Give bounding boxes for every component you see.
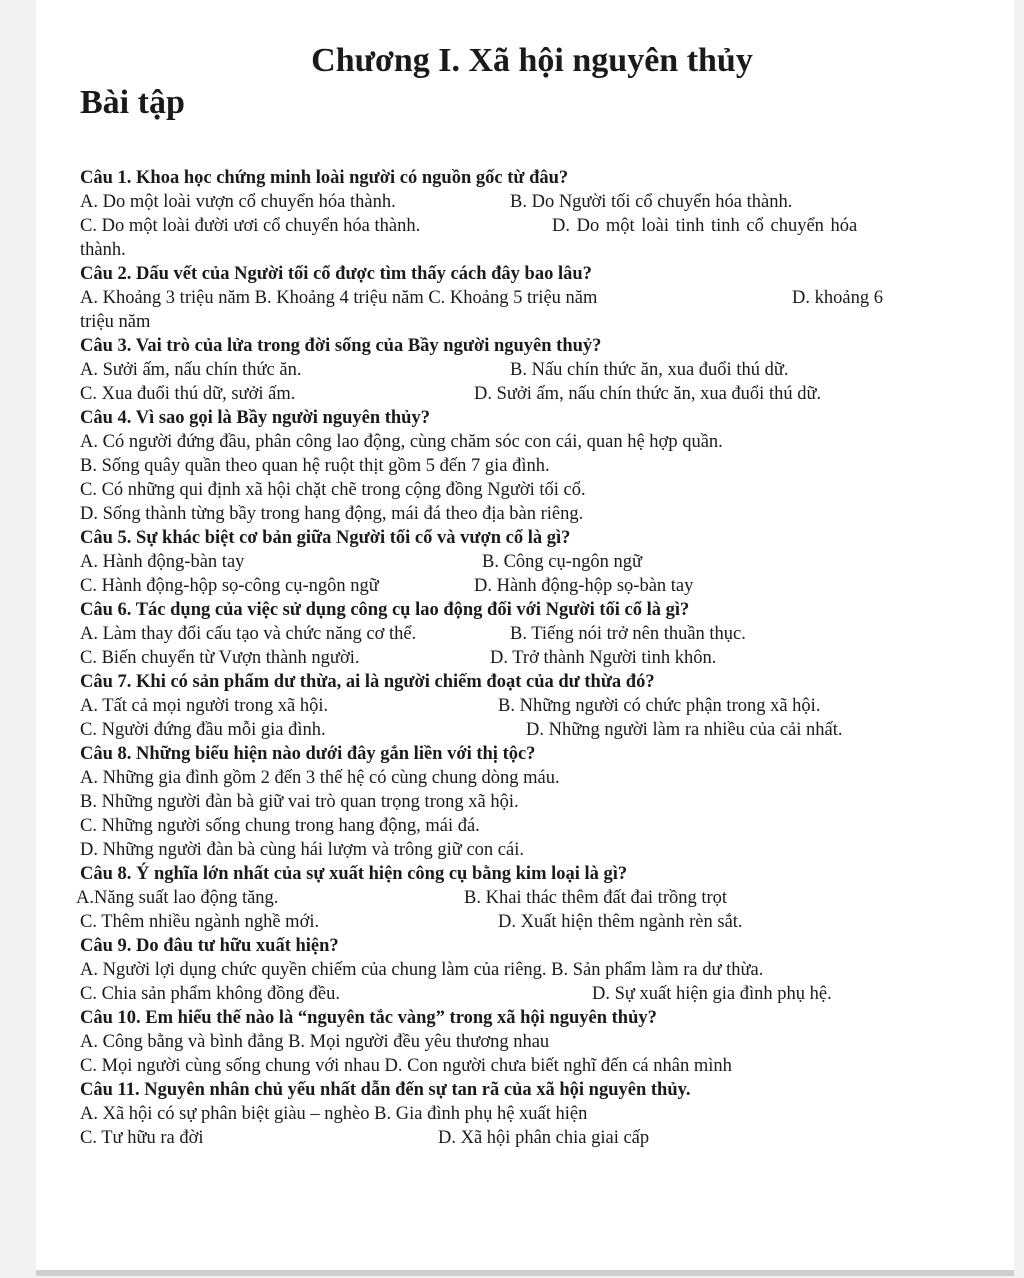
q1-option-d-cont: thành. bbox=[80, 240, 126, 260]
question-5: Câu 5. Sự khác biệt cơ bản giữa Người tối cổ và vượn cổ là gì? bbox=[80, 528, 571, 548]
question-8b: Câu 8. Ý nghĩa lớn nhất của sự xuất hiện công cụ bằng kim loại là gì? bbox=[80, 864, 628, 884]
question-6: Câu 6. Tác dụng của việc sử dụng công cụ lao động đối với Người tối cổ là gì? bbox=[80, 600, 690, 620]
question-4: Câu 4. Vì sao gọi là Bầy người nguyên thủy? bbox=[80, 408, 430, 428]
question-1: Câu 1. Khoa học chứng minh loài người có nguồn gốc từ đâu? bbox=[80, 168, 569, 188]
q2-option-d-cont: triệu năm bbox=[80, 312, 151, 332]
question-8: Câu 8. Những biểu hiện nào dưới đây gắn liền với thị tộc? bbox=[80, 744, 536, 764]
q8-option-d: D. Những người đàn bà cùng hái lượm và trông giữ con cái. bbox=[80, 840, 524, 860]
q1-option-a: A. Do một loài vượn cổ chuyển hóa thành. bbox=[80, 192, 396, 212]
q7-option-b: B. Những người có chức phận trong xã hội. bbox=[498, 696, 821, 716]
q2-option-d: D. khoảng 6 bbox=[792, 288, 883, 308]
q4-option-b: B. Sống quây quần theo quan hệ ruột thịt gồm 5 đến 7 gia đình. bbox=[80, 456, 550, 476]
q1-option-row-1 bbox=[80, 190, 793, 214]
q7-option-a: A. Tất cả mọi người trong xã hội. bbox=[80, 696, 329, 716]
q8-option-a: A. Những gia đình gồm 2 đến 3 thế hệ có cùng chung dòng máu. bbox=[80, 768, 560, 788]
q1-option-b: B. Do Người tối cổ chuyển hóa thành. bbox=[510, 192, 793, 212]
question-2: Câu 2. Dấu vết của Người tối cổ được tìm thấy cách đây bao lâu? bbox=[80, 264, 592, 284]
q3-option-a: A. Sưởi ấm, nấu chín thức ăn. bbox=[80, 360, 302, 380]
q1-option-row-2 bbox=[80, 214, 858, 238]
q6-option-b: B. Tiếng nói trở nên thuần thục. bbox=[510, 624, 746, 644]
q3-option-b: B. Nấu chín thức ăn, xua đuổi thú dữ. bbox=[510, 360, 789, 380]
q10-options-ab: A. Công bằng và bình đẳng B. Mọi người đều yêu thương nhau bbox=[80, 1032, 550, 1052]
q7-option-d: D. Những người làm ra nhiều của cải nhất. bbox=[526, 720, 843, 740]
q5-option-row-1 bbox=[80, 550, 643, 574]
question-3: Câu 3. Vai trò của lửa trong đời sống của Bầy người nguyên thuỷ? bbox=[80, 336, 602, 356]
q4-option-c: C. Có những qui định xã hội chặt chẽ trong cộng đồng Người tối cổ. bbox=[80, 480, 586, 500]
q9-options-ab: A. Người lợi dụng chức quyền chiếm của chung làm của riêng. B. Sản phẩm làm ra dư thừa. bbox=[80, 960, 764, 980]
q11-options-ab: A. Xã hội có sự phân biệt giàu – nghèo B. Gia đình phụ hệ xuất hiện bbox=[80, 1104, 588, 1124]
section-title: Bài tập bbox=[80, 84, 185, 121]
q1-option-d: D. Do một loài tinh tinh cổ chuyển hóa bbox=[552, 216, 858, 236]
q2-option-row-1 bbox=[80, 286, 883, 310]
q8b-option-row-2 bbox=[80, 910, 743, 934]
q5-option-b: B. Công cụ-ngôn ngữ bbox=[482, 552, 643, 572]
q6-option-c: C. Biến chuyển từ Vượn thành người. bbox=[80, 648, 360, 668]
q5-option-a: A. Hành động-bàn tay bbox=[80, 552, 245, 572]
q9-option-d: D. Sự xuất hiện gia đình phụ hệ. bbox=[592, 984, 832, 1004]
q11-option-d: D. Xã hội phân chia giai cấp bbox=[438, 1128, 650, 1148]
q4-option-a: A. Có người đứng đầu, phân công lao động, cùng chăm sóc con cái, quan hệ hợp quần. bbox=[80, 432, 723, 452]
q10-options-cd: C. Mọi người cùng sống chung với nhau D. Con người chưa biết nghĩ đến cá nhân mình bbox=[80, 1056, 732, 1076]
q8b-option-a: A.Năng suất lao động tăng. bbox=[76, 888, 279, 908]
q3-option-row-2 bbox=[80, 382, 822, 406]
q3-option-c: C. Xua đuổi thú dữ, sưởi ấm. bbox=[80, 384, 296, 404]
q8b-option-row-1 bbox=[76, 886, 728, 910]
q5-option-d: D. Hành động-hộp sọ-bàn tay bbox=[474, 576, 694, 596]
q8-option-b: B. Những người đàn bà giữ vai trò quan trọng trong xã hội. bbox=[80, 792, 519, 812]
q6-option-a: A. Làm thay đổi cấu tạo và chức năng cơ thể. bbox=[80, 624, 417, 644]
q8-option-c: C. Những người sống chung trong hang động, mái đá. bbox=[80, 816, 480, 836]
q8b-option-b: B. Khai thác thêm đất đai trồng trọt bbox=[464, 888, 728, 908]
q6-option-row-1 bbox=[80, 622, 746, 646]
q7-option-row-2 bbox=[80, 718, 843, 742]
q6-option-row-2 bbox=[80, 646, 717, 670]
q9-option-row-2 bbox=[80, 982, 832, 1006]
q5-option-row-2 bbox=[80, 574, 694, 598]
q11-option-c: C. Tư hữu ra đời bbox=[80, 1128, 204, 1148]
q4-option-d: D. Sống thành từng bầy trong hang động, mái đá theo địa bàn riêng. bbox=[80, 504, 584, 524]
chapter-title: Chương I. Xã hội nguyên thủy bbox=[311, 42, 753, 79]
q11-option-row-2 bbox=[80, 1126, 650, 1150]
q5-option-c: C. Hành động-hộp sọ-công cụ-ngôn ngữ bbox=[80, 576, 379, 596]
q1-option-c: C. Do một loài đười ươi cổ chuyển hóa thành. bbox=[80, 216, 421, 236]
q9-option-c: C. Chia sản phẩm không đồng đều. bbox=[80, 984, 341, 1004]
q8b-option-c: C. Thêm nhiều ngành nghề mới. bbox=[80, 912, 320, 932]
q6-option-d: D. Trở thành Người tinh khôn. bbox=[490, 648, 717, 668]
question-9: Câu 9. Do đâu tư hữu xuất hiện? bbox=[80, 936, 339, 956]
q3-option-d: D. Sưởi ấm, nấu chín thức ăn, xua đuổi thú dữ. bbox=[474, 384, 822, 404]
q8b-option-d: D. Xuất hiện thêm ngành rèn sắt. bbox=[498, 912, 743, 932]
question-7: Câu 7. Khi có sản phẩm dư thừa, ai là người chiếm đoạt của dư thừa đó? bbox=[80, 672, 655, 692]
q7-option-row-1 bbox=[80, 694, 821, 718]
question-11: Câu 11. Nguyên nhân chủ yếu nhất dẫn đến sự tan rã của xã hội nguyên thủy. bbox=[80, 1080, 691, 1100]
question-10: Câu 10. Em hiểu thế nào là “nguyên tắc vàng” trong xã hội nguyên thủy? bbox=[80, 1008, 657, 1028]
q2-options-abc: A. Khoảng 3 triệu năm B. Khoảng 4 triệu năm C. Khoảng 5 triệu năm bbox=[80, 288, 598, 308]
page-edge bbox=[36, 1270, 1014, 1276]
q7-option-c: C. Người đứng đầu mỗi gia đình. bbox=[80, 720, 326, 740]
q3-option-row-1 bbox=[80, 358, 789, 382]
